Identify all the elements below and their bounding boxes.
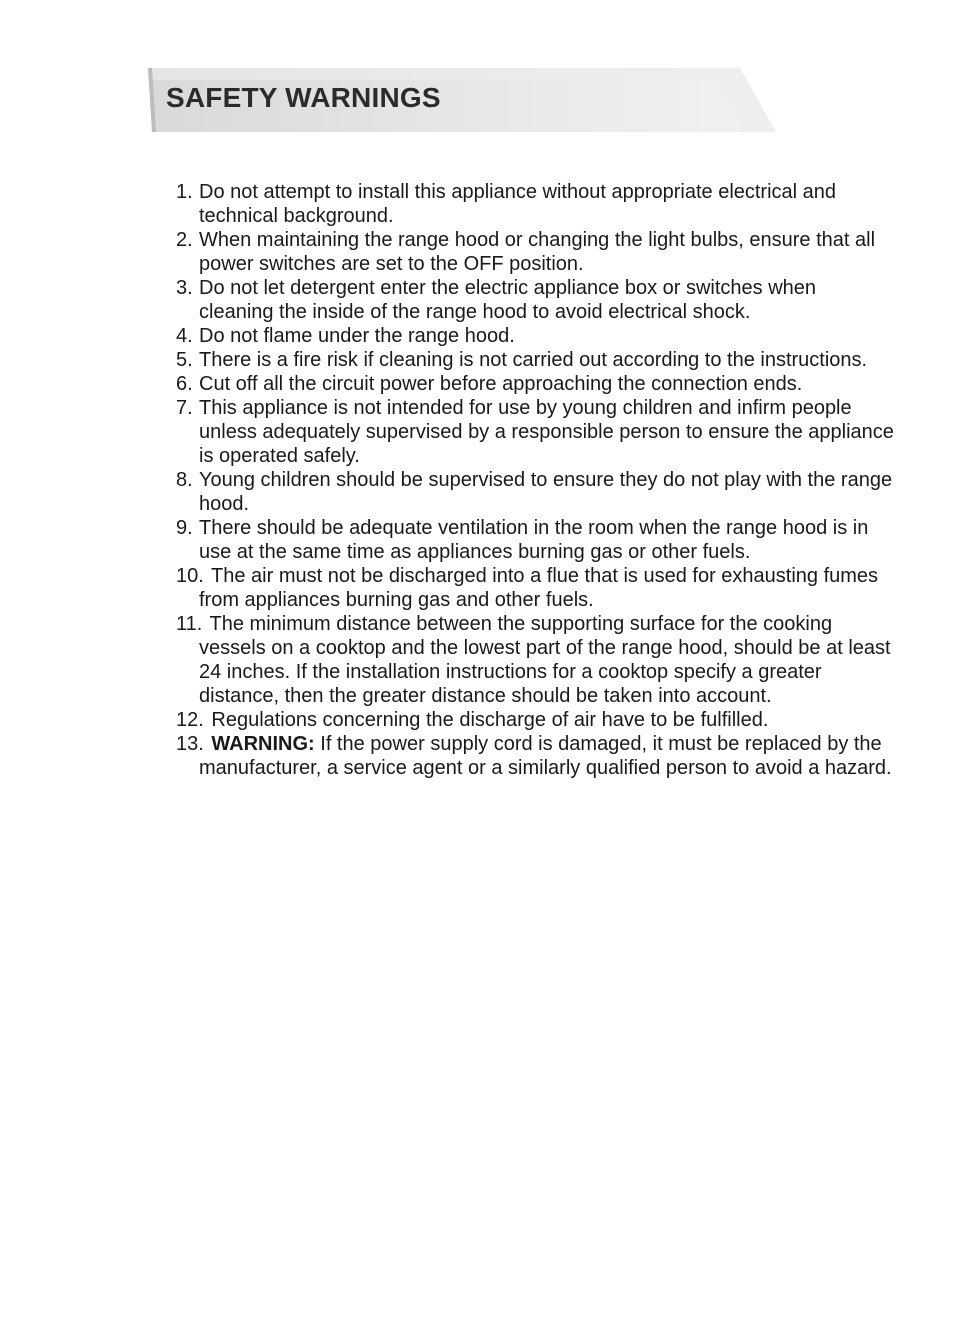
list-item: [176, 612, 896, 708]
item-text: Do not let detergent enter the electric appliance box or switches when cleaning the inside of the range hood to avoid electrical shock.: [199, 277, 817, 323]
item-number: 8.: [176, 469, 193, 491]
item-number: 1.: [176, 181, 193, 203]
item-number: 9.: [176, 517, 193, 539]
list-item: [176, 732, 896, 780]
item-number: 11.: [176, 613, 203, 635]
item-text: This appliance is not intended for use by young children and infirm people unless adequately supervised by a responsible person to ensure the appliance is operated safely.: [199, 397, 894, 467]
item-number: 3.: [176, 277, 193, 299]
item-number: 7.: [176, 397, 193, 419]
list-item: [176, 180, 896, 228]
item-text: When maintaining the range hood or changing the light bulbs, ensure that all power switches are set to the OFF position.: [199, 229, 876, 275]
item-text: The minimum distance between the supporting surface for the cooking vessels on a cooktop and the lowest part of the range hood, should be at least 24 inches. If the installation instructions for a cooktop specify a greater distance, then the greater distance should be taken into account.: [199, 613, 891, 707]
list-item: [176, 564, 896, 612]
item-number: 2.: [176, 229, 193, 251]
item-number: 6.: [176, 373, 193, 395]
item-number: 10.: [176, 565, 204, 587]
list-item: [176, 372, 896, 396]
item-text: Cut off all the circuit power before approaching the connection ends.: [199, 373, 803, 395]
list-item: [176, 516, 896, 564]
list-item: [176, 708, 896, 732]
section-header-banner: [148, 66, 778, 136]
list-item: [176, 396, 896, 468]
list-item: [176, 468, 896, 516]
item-text: If the power supply cord is damaged, it must be replaced by the manufacturer, a service agent or a similarly qualified person to avoid a hazard.: [199, 733, 892, 779]
safety-warnings-list: [176, 180, 896, 780]
item-number: 12.: [176, 709, 204, 731]
item-text: There is a fire risk if cleaning is not carried out according to the instructions.: [199, 349, 868, 371]
item-text: Do not flame under the range hood.: [199, 325, 515, 347]
item-text: There should be adequate ventilation in the room when the range hood is in use at the same time as appliances burning gas or other fuels.: [199, 517, 869, 563]
item-text: Young children should be supervised to ensure they do not play with the range hood.: [199, 469, 893, 515]
list-item: [176, 324, 896, 348]
item-number: 13.: [176, 733, 204, 755]
warning-label: WARNING:: [211, 733, 315, 755]
list-item: [176, 348, 896, 372]
item-text: Regulations concerning the discharge of air have to be fulfilled.: [211, 709, 769, 731]
item-number: 4.: [176, 325, 193, 347]
item-text: Do not attempt to install this appliance without appropriate electrical and technical background.: [199, 181, 837, 227]
page-title: SAFETY WARNINGS: [166, 82, 441, 113]
list-item: [176, 228, 896, 276]
item-number: 5.: [176, 349, 193, 371]
item-text: The air must not be discharged into a flue that is used for exhausting fumes from appliances burning gas and other fuels.: [199, 565, 879, 611]
list-item: [176, 276, 896, 324]
